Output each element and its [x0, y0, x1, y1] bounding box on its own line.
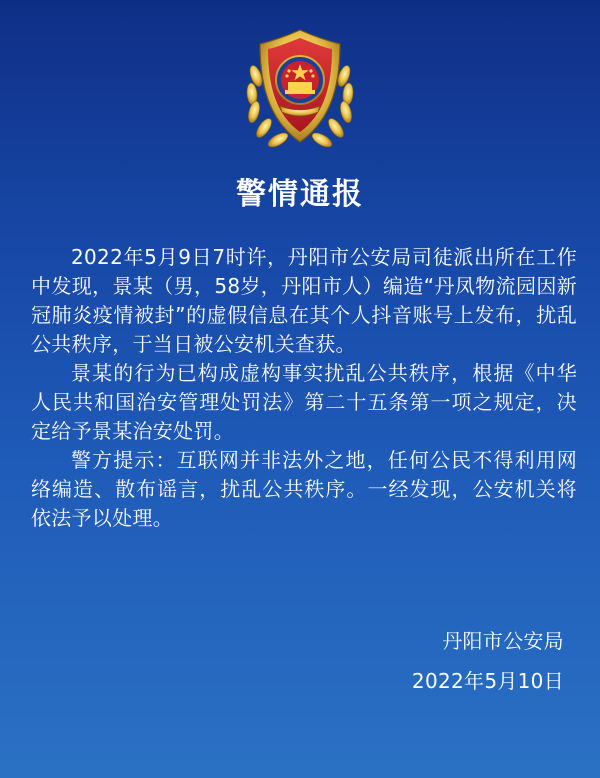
issue-date: 2022年5月10日	[411, 669, 564, 693]
issuer-name: 丹阳市公安局	[442, 629, 564, 653]
page-title: 警情通报	[236, 177, 364, 212]
notice-body	[31, 243, 577, 533]
paragraph-incident: 2022年5月9日7时许，丹阳市公安局司徒派出所在工作中发现，景某（男，58岁，丹阳市人）编造“丹凤物流园因新冠肺炎疫情被封”的虚假信息在其个人抖音账号上发布，扰乱公共秩序，于当日被公安机关查获。	[31, 245, 577, 356]
paragraph-penalty: 景某的行为已构成虚构事实扰乱公共秩序，根据《中华人民共和国治安管理处罚法》第二十五条第一项之规定，决定给予景某治安处罚。	[31, 361, 577, 443]
signature-block	[412, 621, 564, 701]
paragraph-warning: 警方提示：互联网并非法外之地，任何公民不得利用网络编造、散布谣言，扰乱公共秩序。一经发现，公安机关将依法予以处理。	[31, 448, 577, 530]
police-emblem-icon	[238, 22, 362, 158]
